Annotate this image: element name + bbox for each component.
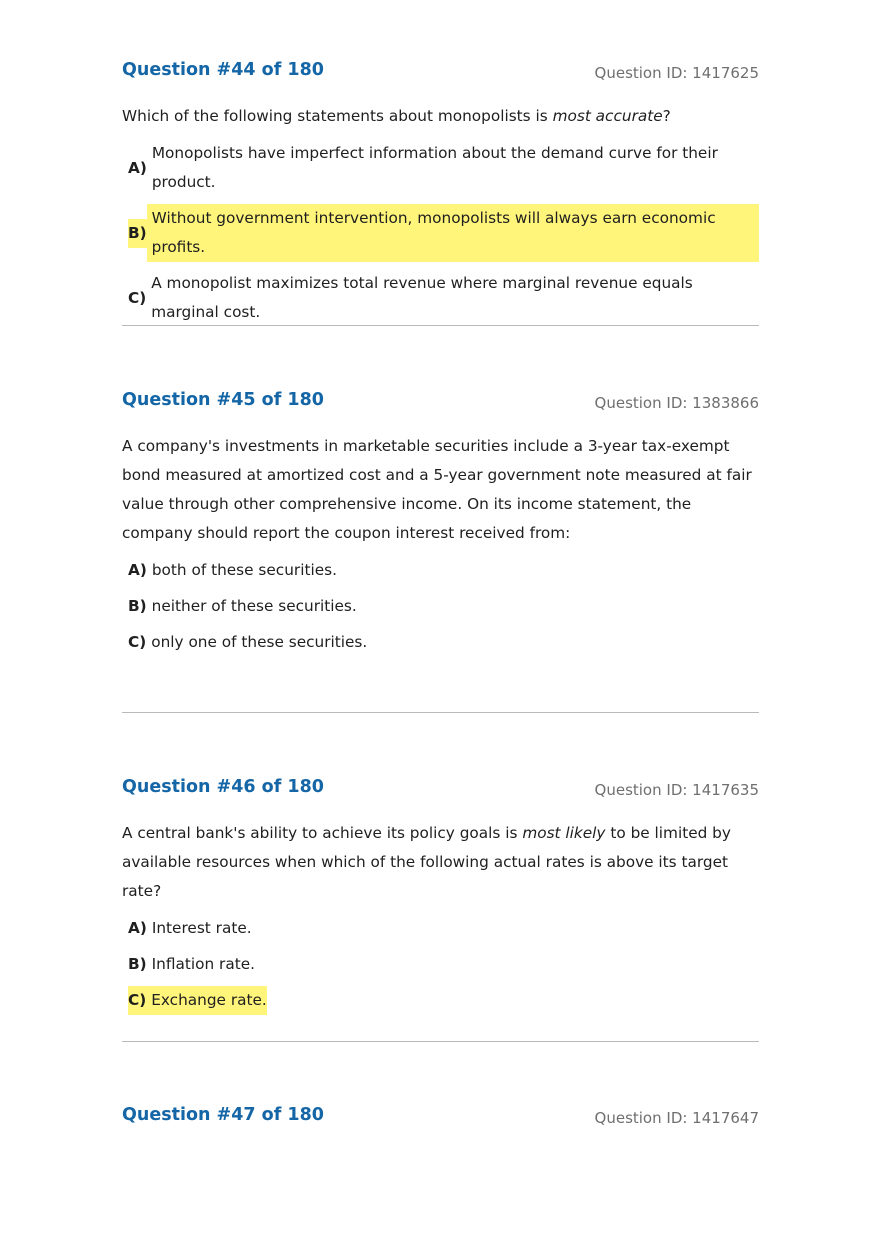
option-text: Interest rate. [151,919,252,937]
stem-emphasis: most likely [522,824,606,842]
answer-option-b[interactable] [128,950,759,979]
question-divider [122,712,759,713]
answer-option-b[interactable] [128,592,759,621]
option-text: neither of these securities. [151,597,357,615]
question-id: Question ID: 1417647 [594,1109,759,1127]
question-header [122,390,759,424]
stem-text-end: ? [662,107,671,125]
answer-option-a[interactable] [128,139,759,197]
answer-option-b[interactable] [128,204,759,262]
option-letter: C) [128,633,147,651]
option-letter: A) [128,158,147,177]
question-block-45 [122,390,759,664]
answer-options [122,139,759,327]
question-title: Question #45 of 180 [122,390,324,410]
question-title: Question #44 of 180 [122,60,324,80]
option-letter: C) [128,986,146,1015]
question-title: Question #46 of 180 [122,777,324,797]
answer-option-c[interactable] [128,986,759,1015]
stem-text-end: to be limited by available resources when which of the following actual rates is above its target rate? [122,824,731,900]
question-id: Question ID: 1383866 [594,394,759,412]
question-divider [122,1041,759,1042]
question-stem [122,102,759,131]
stem-text: A central bank's ability to achieve its policy goals is [122,824,523,842]
option-text-highlighted: Without government intervention, monopolists will always earn economic profits. [147,204,759,262]
answer-options [122,556,759,657]
option-letter: B) [128,219,147,248]
stem-emphasis: most accurate [552,107,663,125]
question-header [122,60,759,94]
question-stem [122,819,759,906]
question-header [122,1105,759,1139]
question-block-46 [122,777,759,1022]
option-text: Monopolists have imperfect information about the demand curve for their product. [151,144,718,191]
answer-option-c[interactable] [128,628,759,657]
option-letter: C) [128,288,147,307]
question-stem: A company's investments in marketable securities include a 3-year tax-exempt bond measured at amortized cost and a 5-year government note measured at fair value through other comprehensive income. On its income statement, the company should report the coupon interest received from: [122,437,752,542]
answer-option-a[interactable] [128,914,759,943]
option-letter: A) [128,561,147,579]
option-text: A monopolist maximizes total revenue where marginal revenue equals marginal cost. [151,274,693,321]
option-text-highlighted: Exchange rate. [146,986,267,1015]
option-text: both of these securities. [151,561,337,579]
question-block-47 [122,1105,759,1139]
option-letter: B) [128,955,147,973]
stem-text: Which of the following statements about monopolists is [122,107,553,125]
option-text: only one of these securities. [151,633,368,651]
question-block-44 [122,60,759,334]
question-id: Question ID: 1417625 [594,64,759,82]
option-letter: B) [128,597,147,615]
question-id: Question ID: 1417635 [594,781,759,799]
answer-option-a[interactable] [128,556,759,585]
question-title: Question #47 of 180 [122,1105,324,1125]
question-header [122,777,759,811]
answer-option-c[interactable] [128,269,759,327]
answer-options [122,914,759,1015]
option-text: Inflation rate. [151,955,255,973]
question-divider [122,325,759,326]
option-letter: A) [128,919,147,937]
